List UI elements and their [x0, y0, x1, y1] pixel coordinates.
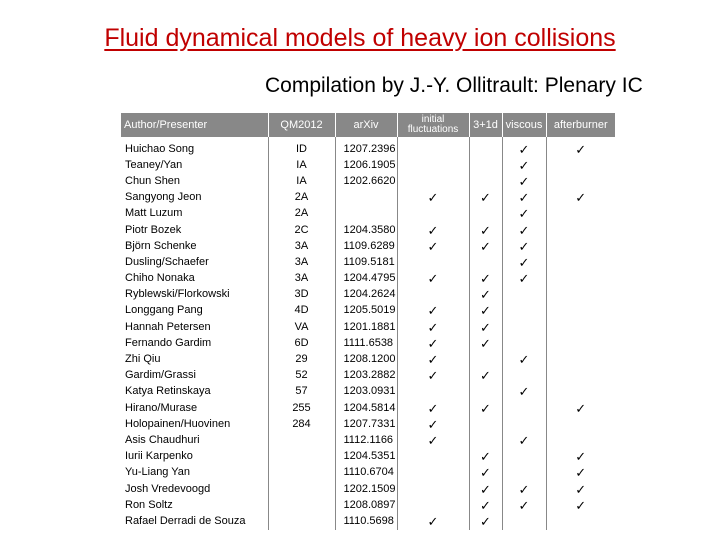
- arxiv-cell: 1204.3580: [335, 222, 397, 238]
- table-row: [121, 319, 615, 335]
- 3plus1d-cell: [469, 157, 502, 173]
- arxiv-cell: 1206.1905: [335, 157, 397, 173]
- arxiv-cell: 1111.6538: [335, 335, 397, 351]
- arxiv-cell: 1204.4795: [335, 271, 397, 287]
- header-arxiv: arXiv: [335, 113, 397, 137]
- afterburner-cell: [546, 287, 615, 303]
- table-row: [121, 287, 615, 303]
- viscous-cell: ✓: [502, 497, 546, 513]
- 3plus1d-cell: ✓: [469, 400, 502, 416]
- table-row: [121, 335, 615, 351]
- qm2012-cell: [268, 465, 335, 481]
- table-row: [121, 465, 615, 481]
- author-cell: Chiho Nonaka: [125, 272, 195, 285]
- initial-fluctuations-cell: ✓: [397, 222, 469, 238]
- 3plus1d-cell: [469, 137, 502, 157]
- initial-fluctuations-cell: [397, 449, 469, 465]
- arxiv-cell: 1205.5019: [335, 303, 397, 319]
- qm2012-cell: [268, 481, 335, 497]
- arxiv-cell: 1207.2396: [335, 137, 397, 157]
- table-row: [121, 384, 615, 400]
- initial-fluctuations-cell: ✓: [397, 271, 469, 287]
- 3plus1d-cell: ✓: [469, 271, 502, 287]
- afterburner-cell: ✓: [546, 497, 615, 513]
- table-row: [121, 254, 615, 270]
- header-initial-fluctuations: initial fluctuations: [397, 113, 469, 137]
- initial-fluctuations-cell: ✓: [397, 432, 469, 448]
- author-cell: Huichao Song: [125, 142, 195, 155]
- table-row: [121, 449, 615, 465]
- qm2012-cell: 3A: [268, 238, 335, 254]
- viscous-cell: ✓: [502, 238, 546, 254]
- viscous-cell: [502, 287, 546, 303]
- initial-fluctuations-cell: ✓: [397, 303, 469, 319]
- author-cell: Ryblewski/Florkowski: [125, 288, 230, 301]
- viscous-cell: [502, 400, 546, 416]
- initial-fluctuations-cell: [397, 254, 469, 270]
- 3plus1d-cell: ✓: [469, 222, 502, 238]
- table-row: [121, 238, 615, 254]
- compilation-subtitle: Compilation by J.-Y. Ollitrault: Plenary IC: [265, 74, 643, 97]
- afterburner-cell: [546, 416, 615, 432]
- afterburner-cell: [546, 368, 615, 384]
- qm2012-cell: 3D: [268, 287, 335, 303]
- 3plus1d-cell: ✓: [469, 481, 502, 497]
- arxiv-cell: 1208.0897: [335, 497, 397, 513]
- 3plus1d-cell: [469, 384, 502, 400]
- arxiv-cell: 1203.0931: [335, 384, 397, 400]
- table-row: [121, 190, 615, 206]
- viscous-cell: ✓: [502, 254, 546, 270]
- table-row: [121, 481, 615, 497]
- qm2012-cell: 57: [268, 384, 335, 400]
- header-3plus1d: 3+1d: [469, 113, 502, 137]
- afterburner-cell: [546, 303, 615, 319]
- author-cell: Björn Schenke: [125, 239, 197, 252]
- models-table: [121, 113, 615, 530]
- slide-title: Fluid dynamical models of heavy ion collisions: [104, 24, 616, 52]
- initial-fluctuations-cell: [397, 173, 469, 189]
- table-row: [121, 497, 615, 513]
- initial-fluctuations-cell: ✓: [397, 416, 469, 432]
- qm2012-cell: 29: [268, 351, 335, 367]
- qm2012-cell: VA: [268, 319, 335, 335]
- author-cell: Rafael Derradi de Souza: [125, 514, 246, 527]
- table-row: [121, 271, 615, 287]
- arxiv-cell: 1202.1509: [335, 481, 397, 497]
- afterburner-cell: [546, 271, 615, 287]
- header-afterburner: afterburner: [546, 113, 615, 137]
- table-row: [121, 351, 615, 367]
- author-cell: Holopainen/Huovinen: [125, 417, 231, 430]
- arxiv-cell: 1110.6704: [335, 465, 397, 481]
- 3plus1d-cell: ✓: [469, 497, 502, 513]
- viscous-cell: [502, 416, 546, 432]
- afterburner-cell: [546, 351, 615, 367]
- arxiv-cell: 1207.7331: [335, 416, 397, 432]
- arxiv-cell: 1204.5814: [335, 400, 397, 416]
- initial-fluctuations-cell: ✓: [397, 190, 469, 206]
- table-row: [121, 157, 615, 173]
- arxiv-cell: 1109.5181: [335, 254, 397, 270]
- 3plus1d-cell: ✓: [469, 319, 502, 335]
- afterburner-cell: [546, 319, 615, 335]
- viscous-cell: [502, 368, 546, 384]
- author-cell: Ron Soltz: [125, 498, 173, 511]
- author-cell: Katya Retinskaya: [125, 385, 211, 398]
- 3plus1d-cell: [469, 432, 502, 448]
- afterburner-cell: ✓: [546, 137, 615, 157]
- author-cell: Hannah Petersen: [125, 320, 211, 333]
- 3plus1d-cell: [469, 254, 502, 270]
- afterburner-cell: ✓: [546, 465, 615, 481]
- author-cell: Longgang Pang: [125, 304, 203, 317]
- 3plus1d-cell: ✓: [469, 287, 502, 303]
- viscous-cell: [502, 513, 546, 529]
- author-cell: Josh Vredevoogd: [125, 482, 211, 495]
- qm2012-cell: [268, 513, 335, 529]
- initial-fluctuations-cell: ✓: [397, 351, 469, 367]
- afterburner-cell: [546, 254, 615, 270]
- afterburner-cell: [546, 206, 615, 222]
- table-row: [121, 206, 615, 222]
- viscous-cell: ✓: [502, 351, 546, 367]
- initial-fluctuations-cell: ✓: [397, 319, 469, 335]
- 3plus1d-cell: ✓: [469, 190, 502, 206]
- author-cell: Chun Shen: [125, 174, 181, 187]
- 3plus1d-cell: [469, 206, 502, 222]
- viscous-cell: ✓: [502, 157, 546, 173]
- author-cell: Zhi Qiu: [125, 353, 161, 366]
- viscous-cell: [502, 303, 546, 319]
- initial-fluctuations-cell: ✓: [397, 238, 469, 254]
- qm2012-cell: 2A: [268, 206, 335, 222]
- arxiv-cell: [335, 206, 397, 222]
- qm2012-cell: [268, 449, 335, 465]
- table-row: [121, 173, 615, 189]
- afterburner-cell: [546, 173, 615, 189]
- author-cell: Teaney/Yan: [125, 158, 183, 171]
- initial-fluctuations-cell: [397, 481, 469, 497]
- initial-fluctuations-cell: ✓: [397, 368, 469, 384]
- 3plus1d-cell: ✓: [469, 303, 502, 319]
- arxiv-cell: [335, 190, 397, 206]
- viscous-cell: ✓: [502, 206, 546, 222]
- arxiv-cell: 1110.5698: [335, 513, 397, 529]
- table-row: [121, 137, 615, 157]
- arxiv-cell: 1204.2624: [335, 287, 397, 303]
- 3plus1d-cell: ✓: [469, 513, 502, 529]
- author-cell: Iurii Karpenko: [125, 450, 193, 463]
- arxiv-cell: 1201.1881: [335, 319, 397, 335]
- initial-fluctuations-cell: [397, 157, 469, 173]
- arxiv-cell: 1203.2882: [335, 368, 397, 384]
- viscous-cell: [502, 465, 546, 481]
- 3plus1d-cell: [469, 351, 502, 367]
- afterburner-cell: ✓: [546, 190, 615, 206]
- afterburner-cell: [546, 432, 615, 448]
- author-cell: Yu-Liang Yan: [125, 466, 191, 479]
- 3plus1d-cell: ✓: [469, 449, 502, 465]
- qm2012-cell: IA: [268, 157, 335, 173]
- author-cell: Asis Chaudhuri: [125, 433, 200, 446]
- author-cell: Piotr Bozek: [125, 223, 182, 236]
- afterburner-cell: [546, 238, 615, 254]
- table-row: [121, 513, 615, 529]
- initial-fluctuations-cell: ✓: [397, 335, 469, 351]
- initial-fluctuations-cell: [397, 287, 469, 303]
- author-cell: Dusling/Schaefer: [125, 255, 209, 268]
- qm2012-cell: 6D: [268, 335, 335, 351]
- viscous-cell: ✓: [502, 271, 546, 287]
- 3plus1d-cell: ✓: [469, 368, 502, 384]
- header-qm2012: QM2012: [268, 113, 335, 137]
- viscous-cell: ✓: [502, 190, 546, 206]
- table-header-row: [121, 113, 615, 137]
- qm2012-cell: 2A: [268, 190, 335, 206]
- viscous-cell: ✓: [502, 384, 546, 400]
- table-row: [121, 400, 615, 416]
- arxiv-cell: 1204.5351: [335, 449, 397, 465]
- table-row: [121, 432, 615, 448]
- qm2012-cell: 2C: [268, 222, 335, 238]
- author-cell: Gardim/Grassi: [125, 369, 196, 382]
- initial-fluctuations-cell: [397, 384, 469, 400]
- viscous-cell: ✓: [502, 432, 546, 448]
- 3plus1d-cell: [469, 416, 502, 432]
- header-author: Author/Presenter: [121, 113, 268, 137]
- 3plus1d-cell: ✓: [469, 335, 502, 351]
- qm2012-cell: ID: [268, 137, 335, 157]
- author-cell: Sangyong Jeon: [125, 191, 202, 204]
- arxiv-cell: 1112.1166: [335, 432, 397, 448]
- table-row: [121, 416, 615, 432]
- initial-fluctuations-cell: [397, 137, 469, 157]
- qm2012-cell: 52: [268, 368, 335, 384]
- afterburner-cell: [546, 222, 615, 238]
- author-cell: Matt Luzum: [125, 207, 183, 220]
- arxiv-cell: 1208.1200: [335, 351, 397, 367]
- author-cell: Hirano/Murase: [125, 401, 198, 414]
- 3plus1d-cell: [469, 173, 502, 189]
- afterburner-cell: [546, 335, 615, 351]
- table-body: [121, 137, 615, 530]
- qm2012-cell: 284: [268, 416, 335, 432]
- table-row: [121, 303, 615, 319]
- author-cell: Fernando Gardim: [125, 336, 212, 349]
- initial-fluctuations-cell: [397, 497, 469, 513]
- qm2012-cell: 3A: [268, 271, 335, 287]
- qm2012-cell: [268, 497, 335, 513]
- qm2012-cell: [268, 432, 335, 448]
- qm2012-cell: IA: [268, 173, 335, 189]
- afterburner-cell: ✓: [546, 400, 615, 416]
- header-viscous: viscous: [502, 113, 546, 137]
- viscous-cell: ✓: [502, 137, 546, 157]
- 3plus1d-cell: ✓: [469, 465, 502, 481]
- arxiv-cell: 1202.6620: [335, 173, 397, 189]
- afterburner-cell: ✓: [546, 481, 615, 497]
- 3plus1d-cell: ✓: [469, 238, 502, 254]
- initial-fluctuations-cell: [397, 465, 469, 481]
- viscous-cell: [502, 319, 546, 335]
- table-row: [121, 368, 615, 384]
- afterburner-cell: [546, 384, 615, 400]
- qm2012-cell: 255: [268, 400, 335, 416]
- afterburner-cell: [546, 157, 615, 173]
- viscous-cell: [502, 335, 546, 351]
- qm2012-cell: 4D: [268, 303, 335, 319]
- viscous-cell: ✓: [502, 222, 546, 238]
- viscous-cell: [502, 449, 546, 465]
- viscous-cell: ✓: [502, 173, 546, 189]
- arxiv-cell: 1109.6289: [335, 238, 397, 254]
- qm2012-cell: 3A: [268, 254, 335, 270]
- afterburner-cell: ✓: [546, 449, 615, 465]
- viscous-cell: ✓: [502, 481, 546, 497]
- initial-fluctuations-cell: ✓: [397, 400, 469, 416]
- afterburner-cell: [546, 513, 615, 529]
- initial-fluctuations-cell: [397, 206, 469, 222]
- initial-fluctuations-cell: ✓: [397, 513, 469, 529]
- table-row: [121, 222, 615, 238]
